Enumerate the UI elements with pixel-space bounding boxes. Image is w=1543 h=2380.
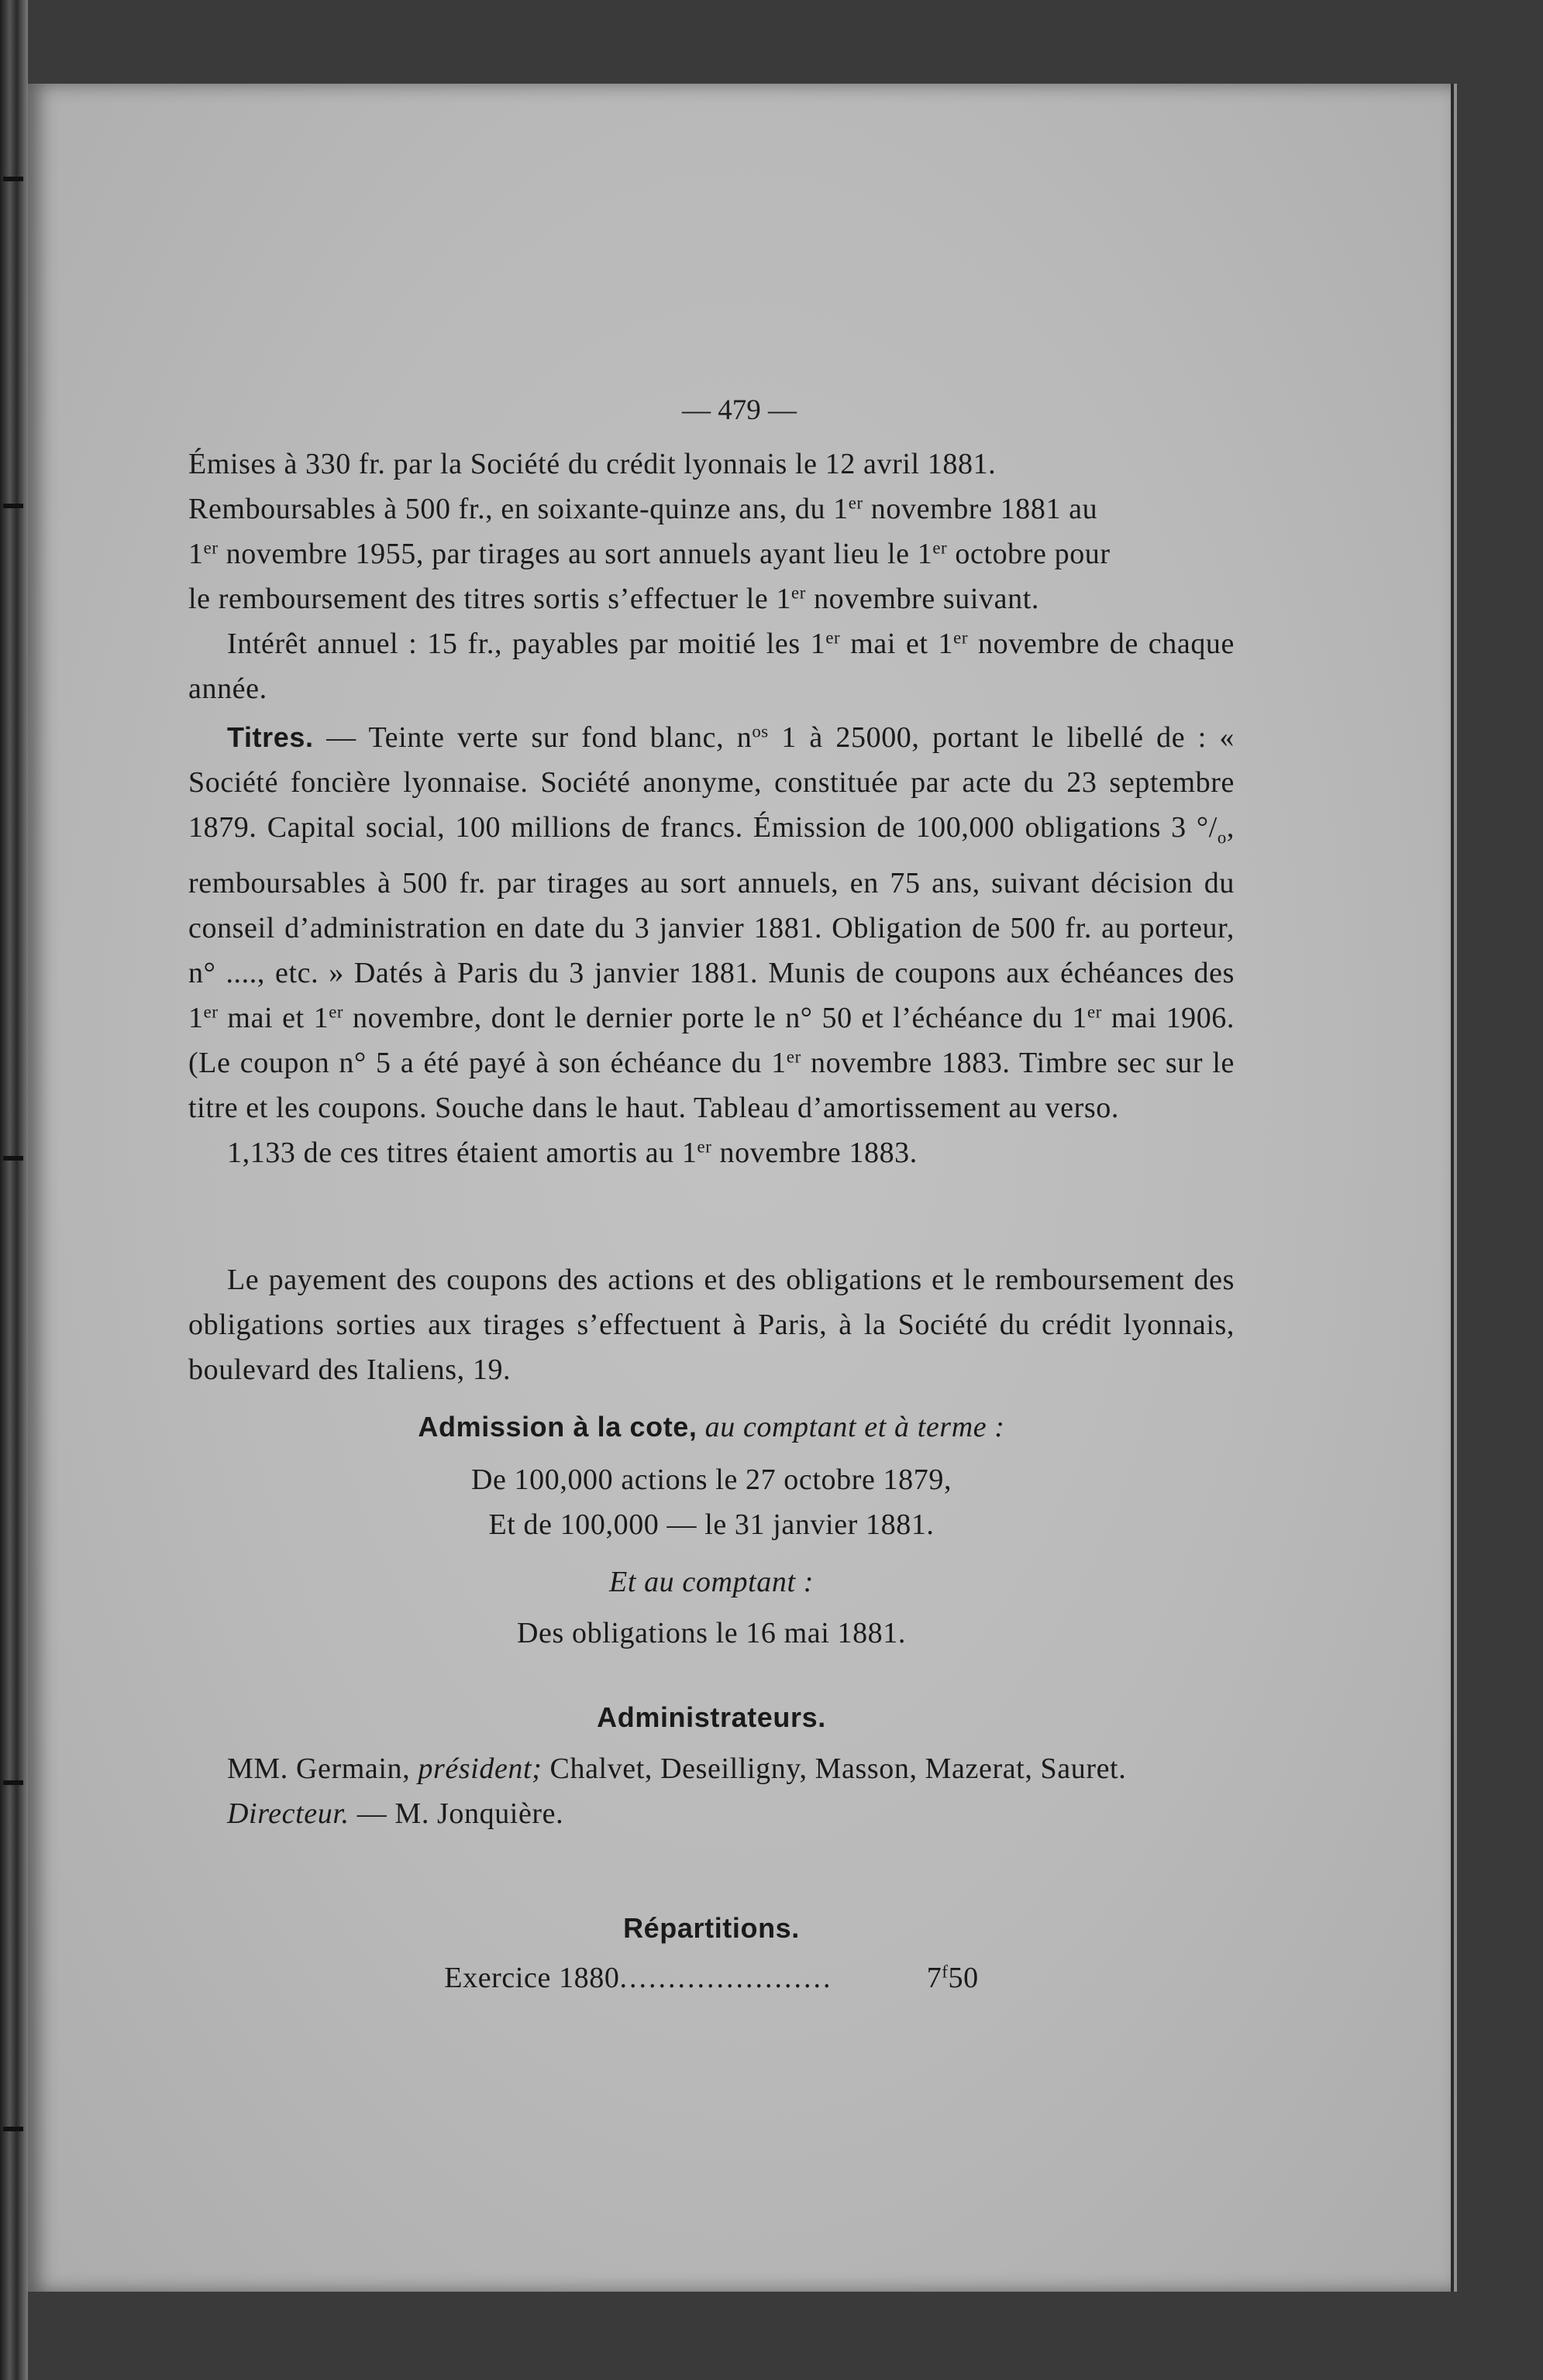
repartition-label: Exercice 1880 bbox=[444, 1962, 620, 1994]
text: mai et 1 bbox=[840, 628, 954, 660]
titres-text bbox=[188, 715, 1235, 1130]
text: — Teinte verte sur fond blanc, n bbox=[313, 721, 753, 754]
titres-heading: Titres. bbox=[227, 721, 314, 753]
text: Intérêt annuel : 15 fr., payables par moitié les 1 bbox=[227, 628, 826, 660]
page-number: — 479 — bbox=[682, 394, 797, 426]
text-line bbox=[188, 442, 1235, 487]
admission-line: Et de 100,000 — le 31 janvier 1881. bbox=[488, 1508, 935, 1541]
binding-stitch bbox=[3, 1780, 23, 1785]
text: MM. Germain, bbox=[227, 1752, 411, 1785]
superscript: er bbox=[825, 628, 841, 648]
administrateurs-heading: Administrateurs. bbox=[597, 1701, 826, 1733]
subscript: o bbox=[1217, 827, 1227, 848]
directeur-line bbox=[188, 1791, 1235, 1836]
text: novembre 1883. Timbre sec sur le titre et les coupons. Souche dans le haut. Tableau d’amortissement au verso. bbox=[188, 1046, 1235, 1124]
text: novembre de chaque année. bbox=[188, 628, 1235, 705]
paragraph-payement bbox=[188, 1257, 1235, 1392]
binding-stitch bbox=[3, 504, 23, 508]
admission-italic: au comptant et à terme : bbox=[704, 1411, 1005, 1443]
line-text: le remboursement des titres sortis s’effectuer le 1 bbox=[188, 583, 792, 615]
line-text: Émises à 330 fr. par la Société du crédit lyonnais le 12 avril 1881. bbox=[188, 448, 997, 480]
book-page bbox=[28, 84, 1451, 2292]
text: 1,133 de ces titres étaient amortis au 1 bbox=[227, 1136, 697, 1169]
admission-line: Des obligations le 16 mai 1881. bbox=[517, 1617, 906, 1649]
dot-leaders: ...................... bbox=[619, 1962, 833, 1994]
text: novembre 1883. bbox=[711, 1136, 918, 1169]
section-repartitions bbox=[188, 1906, 1235, 2000]
superscript: er bbox=[791, 583, 806, 603]
superscript: er bbox=[953, 628, 969, 648]
binding-stitch bbox=[3, 177, 23, 181]
line-text: novembre 1955, par tirages au sort annuels ayant lieu le 1 bbox=[218, 538, 933, 570]
text: novembre, dont le dernier porte le n° 50 et l’échéance du 1 bbox=[343, 1001, 1088, 1034]
text: président; bbox=[418, 1752, 542, 1785]
text: — M. Jonquière. bbox=[349, 1797, 564, 1830]
admission-subheading: Et au comptant : bbox=[609, 1566, 814, 1598]
superscript: er bbox=[1087, 1002, 1102, 1022]
line-text: Remboursables à 500 fr., en soixante-quinze ans, du 1 bbox=[188, 493, 849, 525]
paragraph-titres bbox=[188, 715, 1235, 1175]
superscript: er bbox=[848, 493, 863, 513]
section-administrateurs bbox=[188, 1695, 1235, 1836]
superscript: f bbox=[942, 1962, 949, 1982]
admission-heading: Admission à la cote, bbox=[418, 1411, 697, 1443]
superscript: er bbox=[697, 1137, 712, 1157]
line-text: 1 bbox=[188, 538, 204, 570]
binding-stitch bbox=[3, 1156, 23, 1161]
repartitions-heading: Répartitions. bbox=[623, 1912, 800, 1944]
admission-line: De 100,000 actions le 27 octobre 1879, bbox=[470, 1463, 952, 1496]
paragraph-emission bbox=[188, 442, 1235, 711]
superscript: er bbox=[203, 1002, 219, 1022]
binding-stitch bbox=[3, 2127, 23, 2131]
text: mai 1906. (Le coupon n° 5 a été payé à son échéance du 1 bbox=[188, 1001, 1235, 1079]
superscript: os bbox=[752, 721, 769, 741]
line-text: novembre 1881 au bbox=[863, 493, 1098, 525]
repartition-row bbox=[188, 1955, 1235, 2000]
text: 1 à 25000, portant le libellé de : « Société foncière lyonnaise. Société anonyme, constituée par acte du 23 septembre 1879. Capital social, 100 millions de francs. Émission de 100,000 obligations 3 °/ bbox=[188, 721, 1235, 844]
text-line bbox=[188, 487, 1235, 531]
text-line bbox=[188, 576, 1235, 621]
text: Directeur. bbox=[227, 1797, 350, 1830]
line-text: novembre suivant. bbox=[805, 583, 1039, 615]
admission-title bbox=[188, 1405, 1235, 1450]
superscript: er bbox=[786, 1047, 801, 1067]
repartition-value: 50 bbox=[948, 1962, 979, 1994]
text: , remboursables à 500 fr. par tirages au sort annuels, en 75 ans, suivant décision du conseil d’administration en date du 3 janvier 1881. Obligation de 500 fr. au porteur, n° ...., etc. » Datés à Paris du 3 janvier 1881. Munis de coupons aux échéances des 1 bbox=[188, 811, 1235, 1034]
text: Chalvet, Deseilligny, Masson, Mazerat, Sauret. bbox=[542, 1752, 1127, 1785]
payement-text: Le payement des coupons des actions et des obligations et le remboursement des obligations sorties aux tirages s’effectuent à Paris, à la Société du crédit lyonnais, boulevard des Italiens, 19. bbox=[188, 1264, 1235, 1386]
book-binding bbox=[0, 0, 28, 2380]
paragraph-amortis bbox=[188, 1130, 1235, 1175]
administrateurs-list bbox=[188, 1746, 1235, 1791]
repartition-value: 7 bbox=[926, 1962, 942, 1994]
section-admission bbox=[188, 1405, 1235, 1656]
text-line bbox=[188, 531, 1235, 576]
text: mai et 1 bbox=[218, 1001, 329, 1034]
superscript: er bbox=[932, 538, 948, 558]
paragraph-interet bbox=[188, 621, 1235, 711]
superscript: er bbox=[329, 1002, 344, 1022]
line-text: octobre pour bbox=[947, 538, 1111, 570]
superscript: er bbox=[203, 538, 219, 558]
